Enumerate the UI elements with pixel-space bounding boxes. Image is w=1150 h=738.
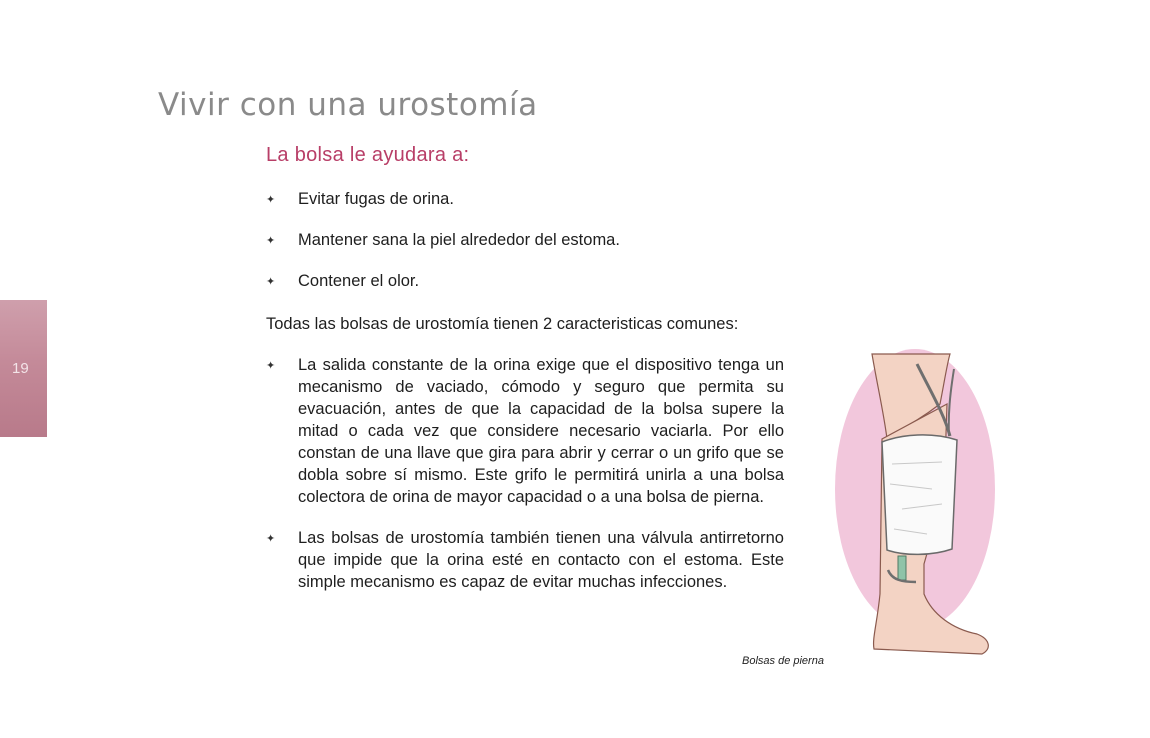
- list-item: ✦ Mantener sana la piel alrededor del estoma.: [266, 229, 620, 251]
- features-intro: Todas las bolsas de urostomía tienen 2 caracteristicas comunes:: [266, 315, 739, 333]
- page-number-tab: [0, 300, 47, 437]
- page-number: 19: [12, 360, 29, 377]
- bullet-star-icon: ✦: [266, 360, 276, 372]
- list-item: ✦ Contener el olor.: [266, 270, 620, 292]
- bullet-star-icon: ✦: [266, 533, 276, 545]
- bullet-star-icon: ✦: [266, 194, 276, 206]
- leg-bag-illustration: [832, 344, 1002, 664]
- bullet-star-icon: ✦: [266, 235, 276, 247]
- list-item: ✦ Evitar fugas de orina.: [266, 188, 620, 210]
- drain-tap: [898, 556, 906, 580]
- features-list: [266, 354, 784, 612]
- list-item: ✦ Las bolsas de urostomía también tienen una válvula antirretorno que impide que la orina esté en contacto con el estoma. Este simple mecanismo es capaz de evitar muchas infecciones.: [266, 529, 784, 591]
- list-item: ✦ La salida constante de la orina exige que el dispositivo tenga un mecanismo de vaciado, cómodo y seguro que permita su evacuación, antes de que la capacidad de la bolsa supere la mitad o cada vez que considere necesario vaciarla. Por ello constan de una llave que gira para abrir y cerrar o un grifo que se dobla sobre sí mismo. Este grifo le permitirá unirla a una bolsa colectora de orina de mayor capacidad o a una bolsa de pierna.: [266, 356, 784, 506]
- section-subtitle: La bolsa le ayudara a:: [266, 144, 470, 166]
- page-title: Vivir con una urostomía: [158, 86, 538, 123]
- leg-bag: [882, 435, 957, 554]
- benefits-list: [266, 188, 620, 311]
- bullet-star-icon: ✦: [266, 276, 276, 288]
- figure-caption: Bolsas de pierna: [742, 655, 824, 667]
